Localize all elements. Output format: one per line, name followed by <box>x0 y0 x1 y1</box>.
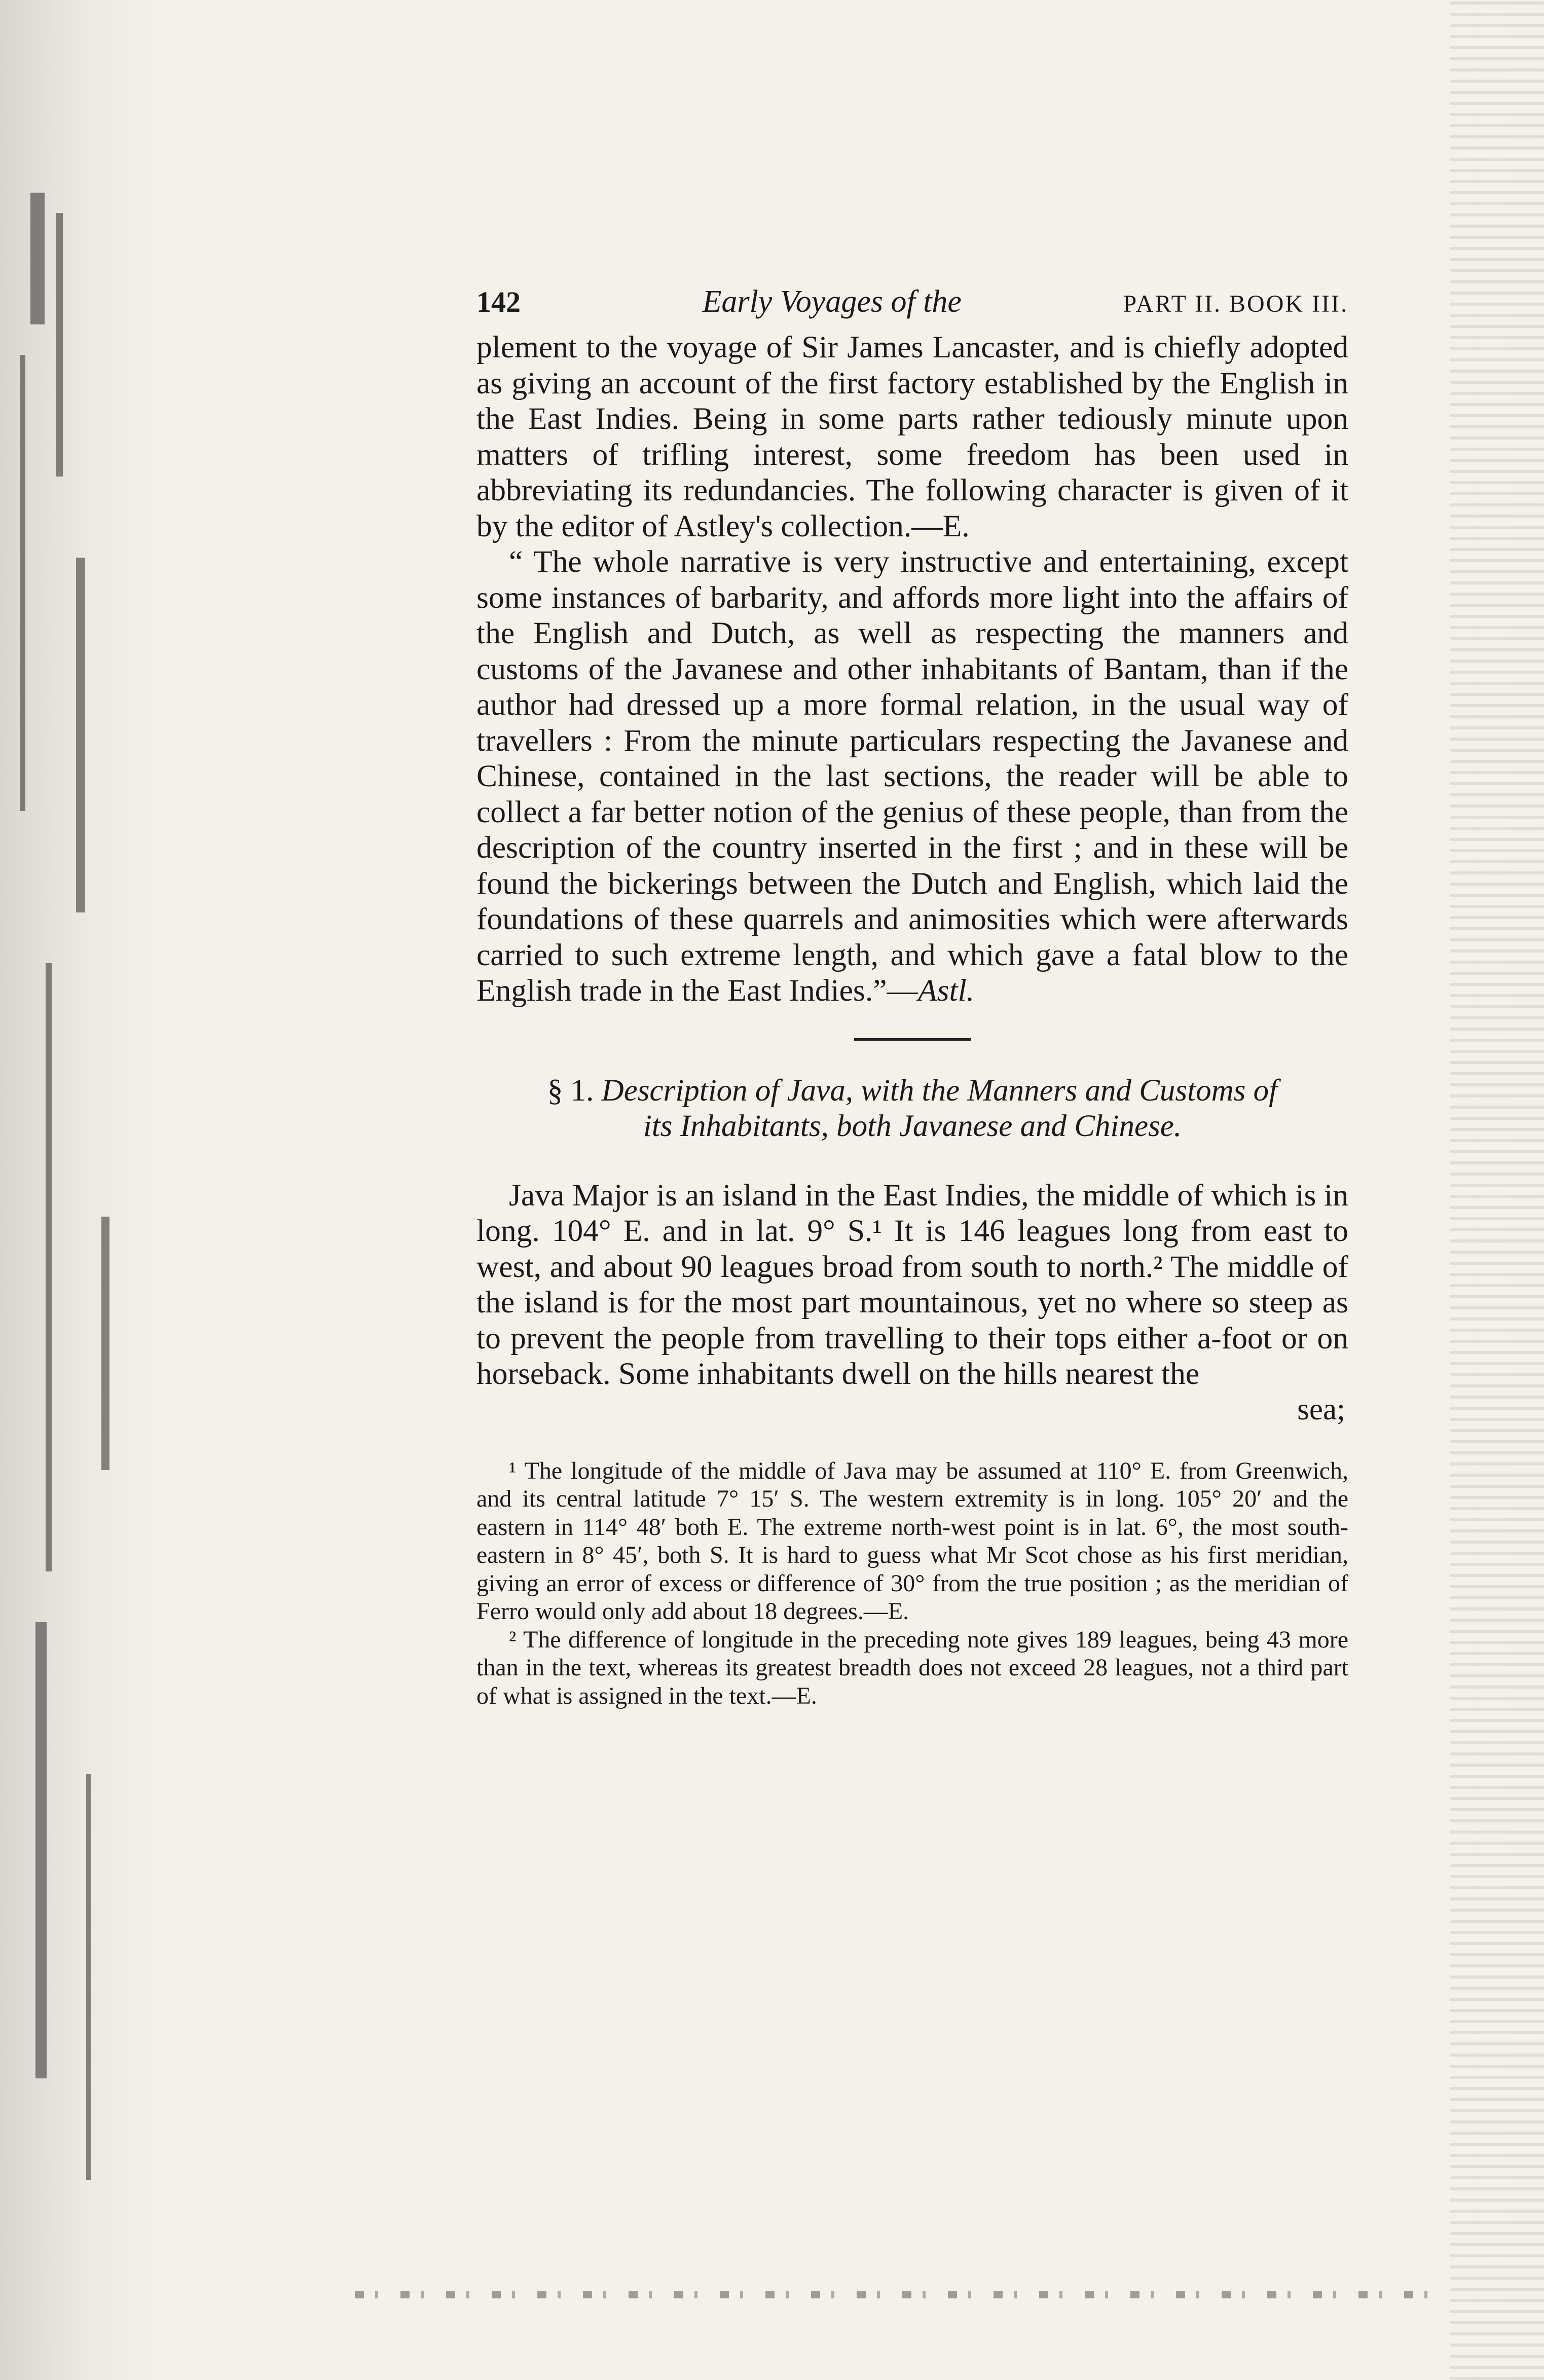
footnotes <box>476 1457 1348 1710</box>
scan-edge-noise <box>1450 0 1544 2380</box>
section-heading <box>476 1073 1348 1144</box>
part-book-label: PART II. BOOK III. <box>1123 290 1348 317</box>
binding-shadow <box>0 0 167 2380</box>
page-number: 142 <box>476 285 521 318</box>
book-page <box>476 284 1348 1710</box>
footnote-2: ² The difference of longitude in the preceding note gives 189 leagues, being 43 more than in the text, whereas its greatest breadth does not exceed 28 leagues, not a third part of what is assigned in the text.—E. <box>476 1626 1348 1709</box>
section-paragraph: Java Major is an island in the East Indies, the middle of which is in long. 104° E. and in lat. 9° S.¹ It is 146 leagues long from east to west, and about 90 leagues broad from south to north.² The middle of the island is for the most part mountainous, yet no where so steep as to prevent the people from travelling to their tops either a-foot or on horseback. Some inhabitants dwell on the hills nearest the <box>476 1178 1348 1391</box>
section-divider-rule <box>854 1038 971 1041</box>
section-mark: § 1. <box>547 1073 594 1108</box>
footnote-1: ¹ The longitude of the middle of Java may be assumed at 110° E. from Greenwich, and its central latitude 7° 15′ S. The western extremity is in long. 105° 20′ and the eastern in 114° 48′ both E. The extreme north-west point is in lat. 6°, the most south-eastern in 8° 45′, both S. It is hard to guess what Mr Scot chose as his first meridian, giving an error of excess or difference of 30° from the true position ; as the meridian of Ferro would only add about 18 degrees.—E. <box>476 1457 1348 1625</box>
section-title-line-2: its Inhabitants, both Javanese and Chinese. <box>643 1109 1182 1143</box>
running-head <box>476 284 1348 329</box>
paragraph-quotation <box>476 544 1348 1009</box>
quotation-source: Astl. <box>918 973 975 1008</box>
paragraph-continuation: plement to the voyage of Sir James Lancaster, and is chiefly adopted as giving an account of the first factory established by the English in the East Indies. Being in some parts rather tediously minute upon matters of trifling interest, some freedom has been used in abbreviating its redundancies. The following character is given of it by the editor of Astley's collection.—E. <box>476 330 1348 543</box>
running-title: Early Voyages of the <box>702 284 962 319</box>
catchword: sea; <box>1297 1392 1345 1426</box>
section-title-line-1: Description of Java, with the Manners and Customs of <box>601 1073 1278 1108</box>
quotation-text: “ The whole narrative is very instructive and entertaining, except some instances of barbarity, and affords more light into the affairs of the English and Dutch, as well as respecting the manners and customs of the Javanese and other inhabitants of Bantam, than if the author had dressed up a more formal relation, in the usual way of travellers : From the minute particulars respecting the Javanese and Chinese, contained in the last sections, the reader will be able to collect a far better notion of the genius of these people, than from the description of the country inserted in the first ; and in these will be found the bickerings between the Dutch and English, which laid the foundations of these quarrels and animosities which were afterwards carried to such extreme length, and which gave a fatal blow to the English trade in the East Indies.”— <box>476 544 1348 1008</box>
scan-bottom-smudge <box>355 2291 1445 2298</box>
